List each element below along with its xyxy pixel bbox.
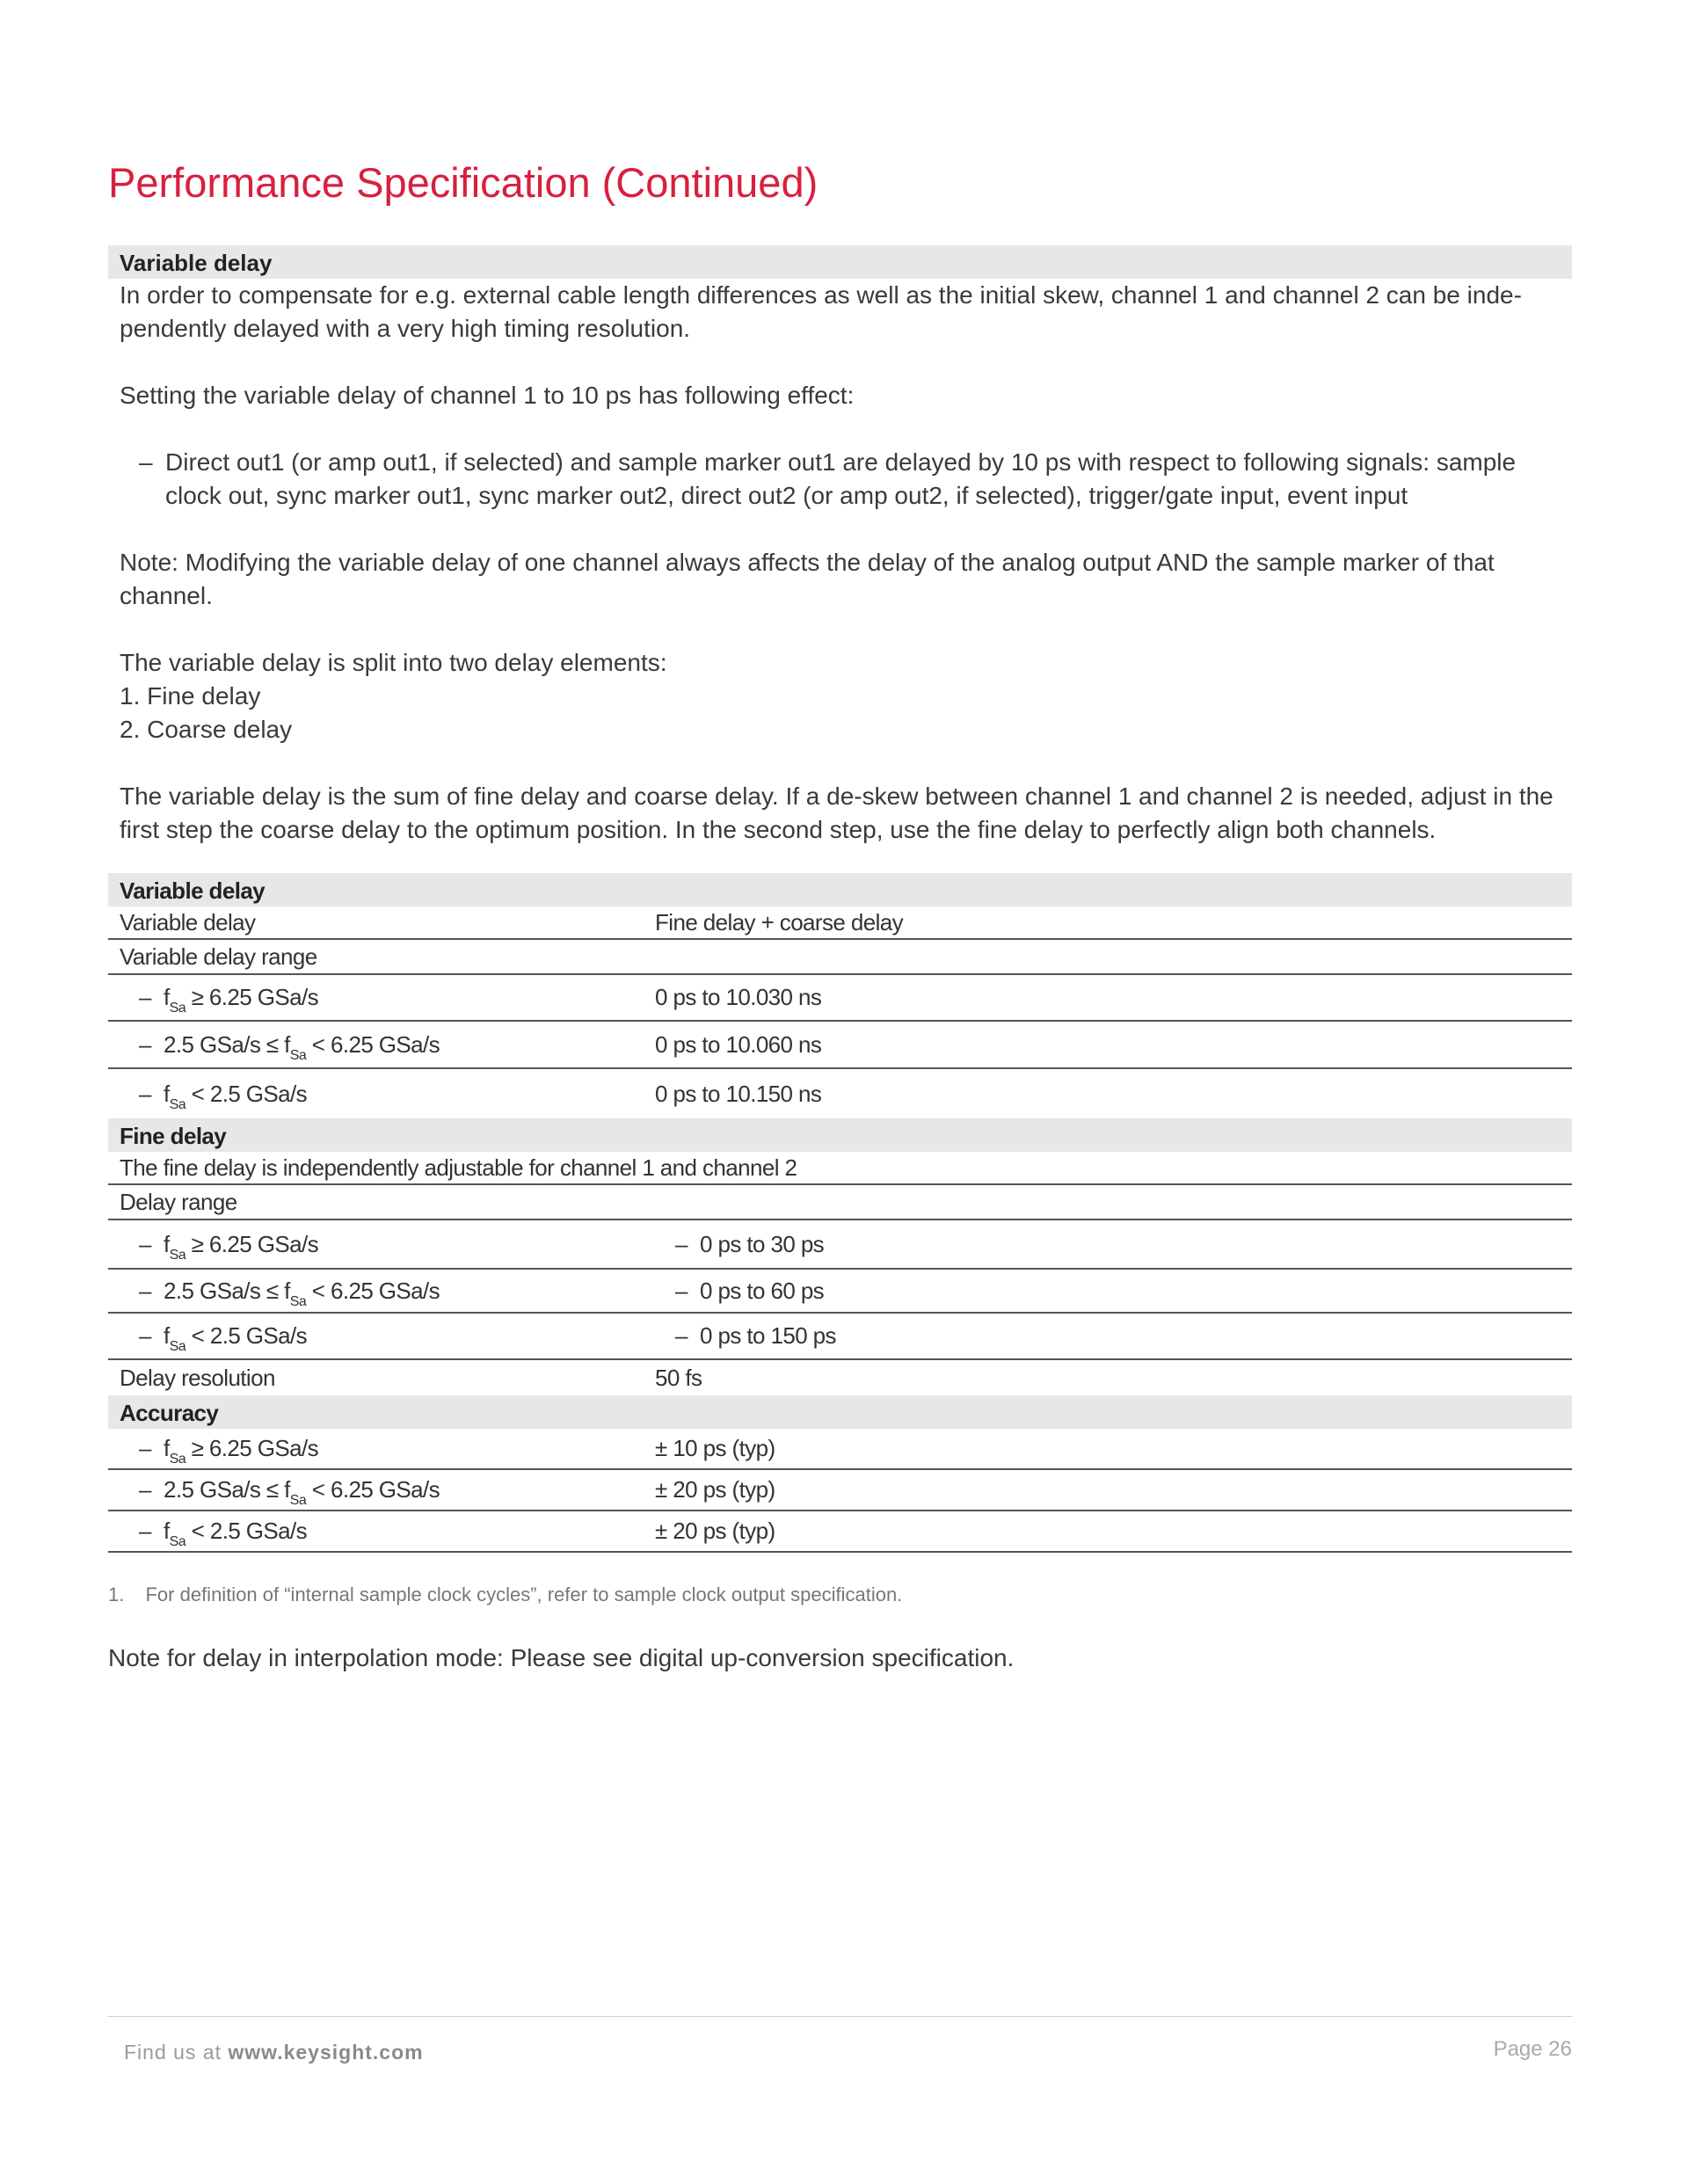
effect-paragraph: Setting the variable delay of channel 1 to 10 ps has following effect: [120,382,855,409]
table-row: – $f_{Sa} \ge 6.25$ GSa/s 0 ps to 10.030 ns [108,975,1572,1022]
table-row: – 2.5 $GSa/s \le f_{Sa} < 6.25$ GSa/s ± 20 ps (typ) [108,1470,1572,1511]
row-value: 0 ps to 10.060 ns [655,1030,822,1058]
table-row: – 2.5 $GSa/s \le f_{Sa} < 6.25$ GSa/s 0 ps to 10.060 ns [108,1022,1572,1069]
row-dash: – [675,1277,688,1304]
page-title: Performance Specification (Continued) [108,159,819,206]
footnote [108,1583,1572,1606]
interpolation-note: Note for delay in interpolation mode: Please see digital up-conversion specification. [108,1644,1015,1671]
spec-table [108,873,1572,1553]
row-label: The fine delay is independently adjustable for channel 1 and channel 2 [120,1154,797,1181]
row-label: Delay range [120,1188,237,1215]
row-label: Delay resolution [120,1364,275,1391]
table-row: – $f_{Sa} \ge 6.25$ GSa/s – 0 ps to 30 ps [108,1220,1572,1270]
table-row: – $f_{Sa} \ge 6.25$ GSa/s ± 10 ps (typ) [108,1429,1572,1470]
row-dash: – [675,1322,688,1349]
table-row [108,1152,1572,1185]
bullet-dash: – [139,448,153,476]
table-row: – 2.5 $GSa/s \le f_{Sa} < 6.25$ GSa/s – 0 ps to 60 ps [108,1270,1572,1314]
row-label: Variable delay range [120,943,317,970]
row-dash: – [139,1080,151,1107]
row-dash: – [139,1476,151,1503]
row-value: ± 20 ps (typ) [655,1518,775,1544]
table-row: – $f_{Sa} < 2.5$ GSa/s 0 ps to 10.150 ns [108,1069,1572,1118]
row-value: 0 ps to 150 ps [700,1322,836,1349]
row-value: 0 ps to 60 ps [700,1277,825,1304]
table-row [108,1360,1572,1395]
row-value: 0 ps to 10.150 ns [655,1080,822,1107]
footnote-text: For definition of “internal sample clock cycles”, refer to sample clock output specification. [145,1583,903,1605]
row-dash: – [139,984,151,1010]
intro-paragraph: In order to compensate for e.g. external cable length differences as well as the initial skew, channel 1 and channel 2 can be inde-pendently delayed with a very high timing resolution. [120,281,1522,342]
sum-paragraph: The variable delay is the sum of fine delay and coarse delay. If a de-skew between channel 1 and channel 2 is needed, adjust in the first step the coarse delay to the optimum position. In the second step, use the fine delay to perfectly align both channels. [120,783,1553,843]
table-row [108,1185,1572,1220]
bullet-text: Direct out1 (or amp out1, if selected) and sample marker out1 are delayed by 10 ps with respect to following signals: sample clock out, sync marker out1, sync marker out2, direct out2 (or amp out2, if selected), trigger/gate input, event input [165,448,1517,509]
row-label: Variable delay [120,908,256,935]
note-paragraph: Note: Modifying the variable delay of one channel always affects the delay of the analog output AND the sample marker of that channel. [120,549,1495,609]
list-item-coarse: 2. Coarse delay [120,716,293,743]
website-link[interactable]: www.keysight.com [228,2041,424,2064]
row-dash: – [139,1030,151,1058]
table-row: – $f_{Sa} < 2.5$ GSa/s ± 20 ps (typ) [108,1511,1572,1553]
table-row [108,940,1572,975]
footer-divider [108,2016,1572,2017]
table-row [108,906,1572,940]
row-value: ± 20 ps (typ) [655,1476,775,1503]
page-number: Page 26 [1493,2037,1572,2061]
row-value: Fine delay + coarse delay [655,908,904,935]
row-dash: – [139,1518,151,1544]
row-value: ± 10 ps (typ) [655,1435,775,1461]
row-value: 0 ps to 30 ps [700,1230,825,1257]
footer-find-us: Find us at www.keysight.com [124,2041,424,2064]
fine-delay-heading: Fine delay [108,1118,1572,1152]
variable-delay-heading: Variable delay [108,873,1572,906]
row-dash: – [675,1230,688,1257]
row-dash: – [139,1322,151,1349]
split-paragraph: The variable delay is split into two delay elements: [120,649,667,676]
footnote-number: 1. [108,1583,125,1605]
row-dash: – [139,1435,151,1461]
accuracy-heading: Accuracy [108,1395,1572,1429]
row-dash: – [139,1230,151,1257]
list-item-fine: 1. Fine delay [120,682,261,710]
table-row: – $f_{Sa} < 2.5$ GSa/s – 0 ps to 150 ps [108,1314,1572,1360]
row-value: 50 fs [655,1364,702,1391]
row-dash: – [139,1277,151,1304]
row-value: 0 ps to 10.030 ns [655,984,822,1010]
section-heading: Variable delay [108,245,1572,279]
intro-section [108,245,1572,847]
effect-bullet [108,446,1572,513]
